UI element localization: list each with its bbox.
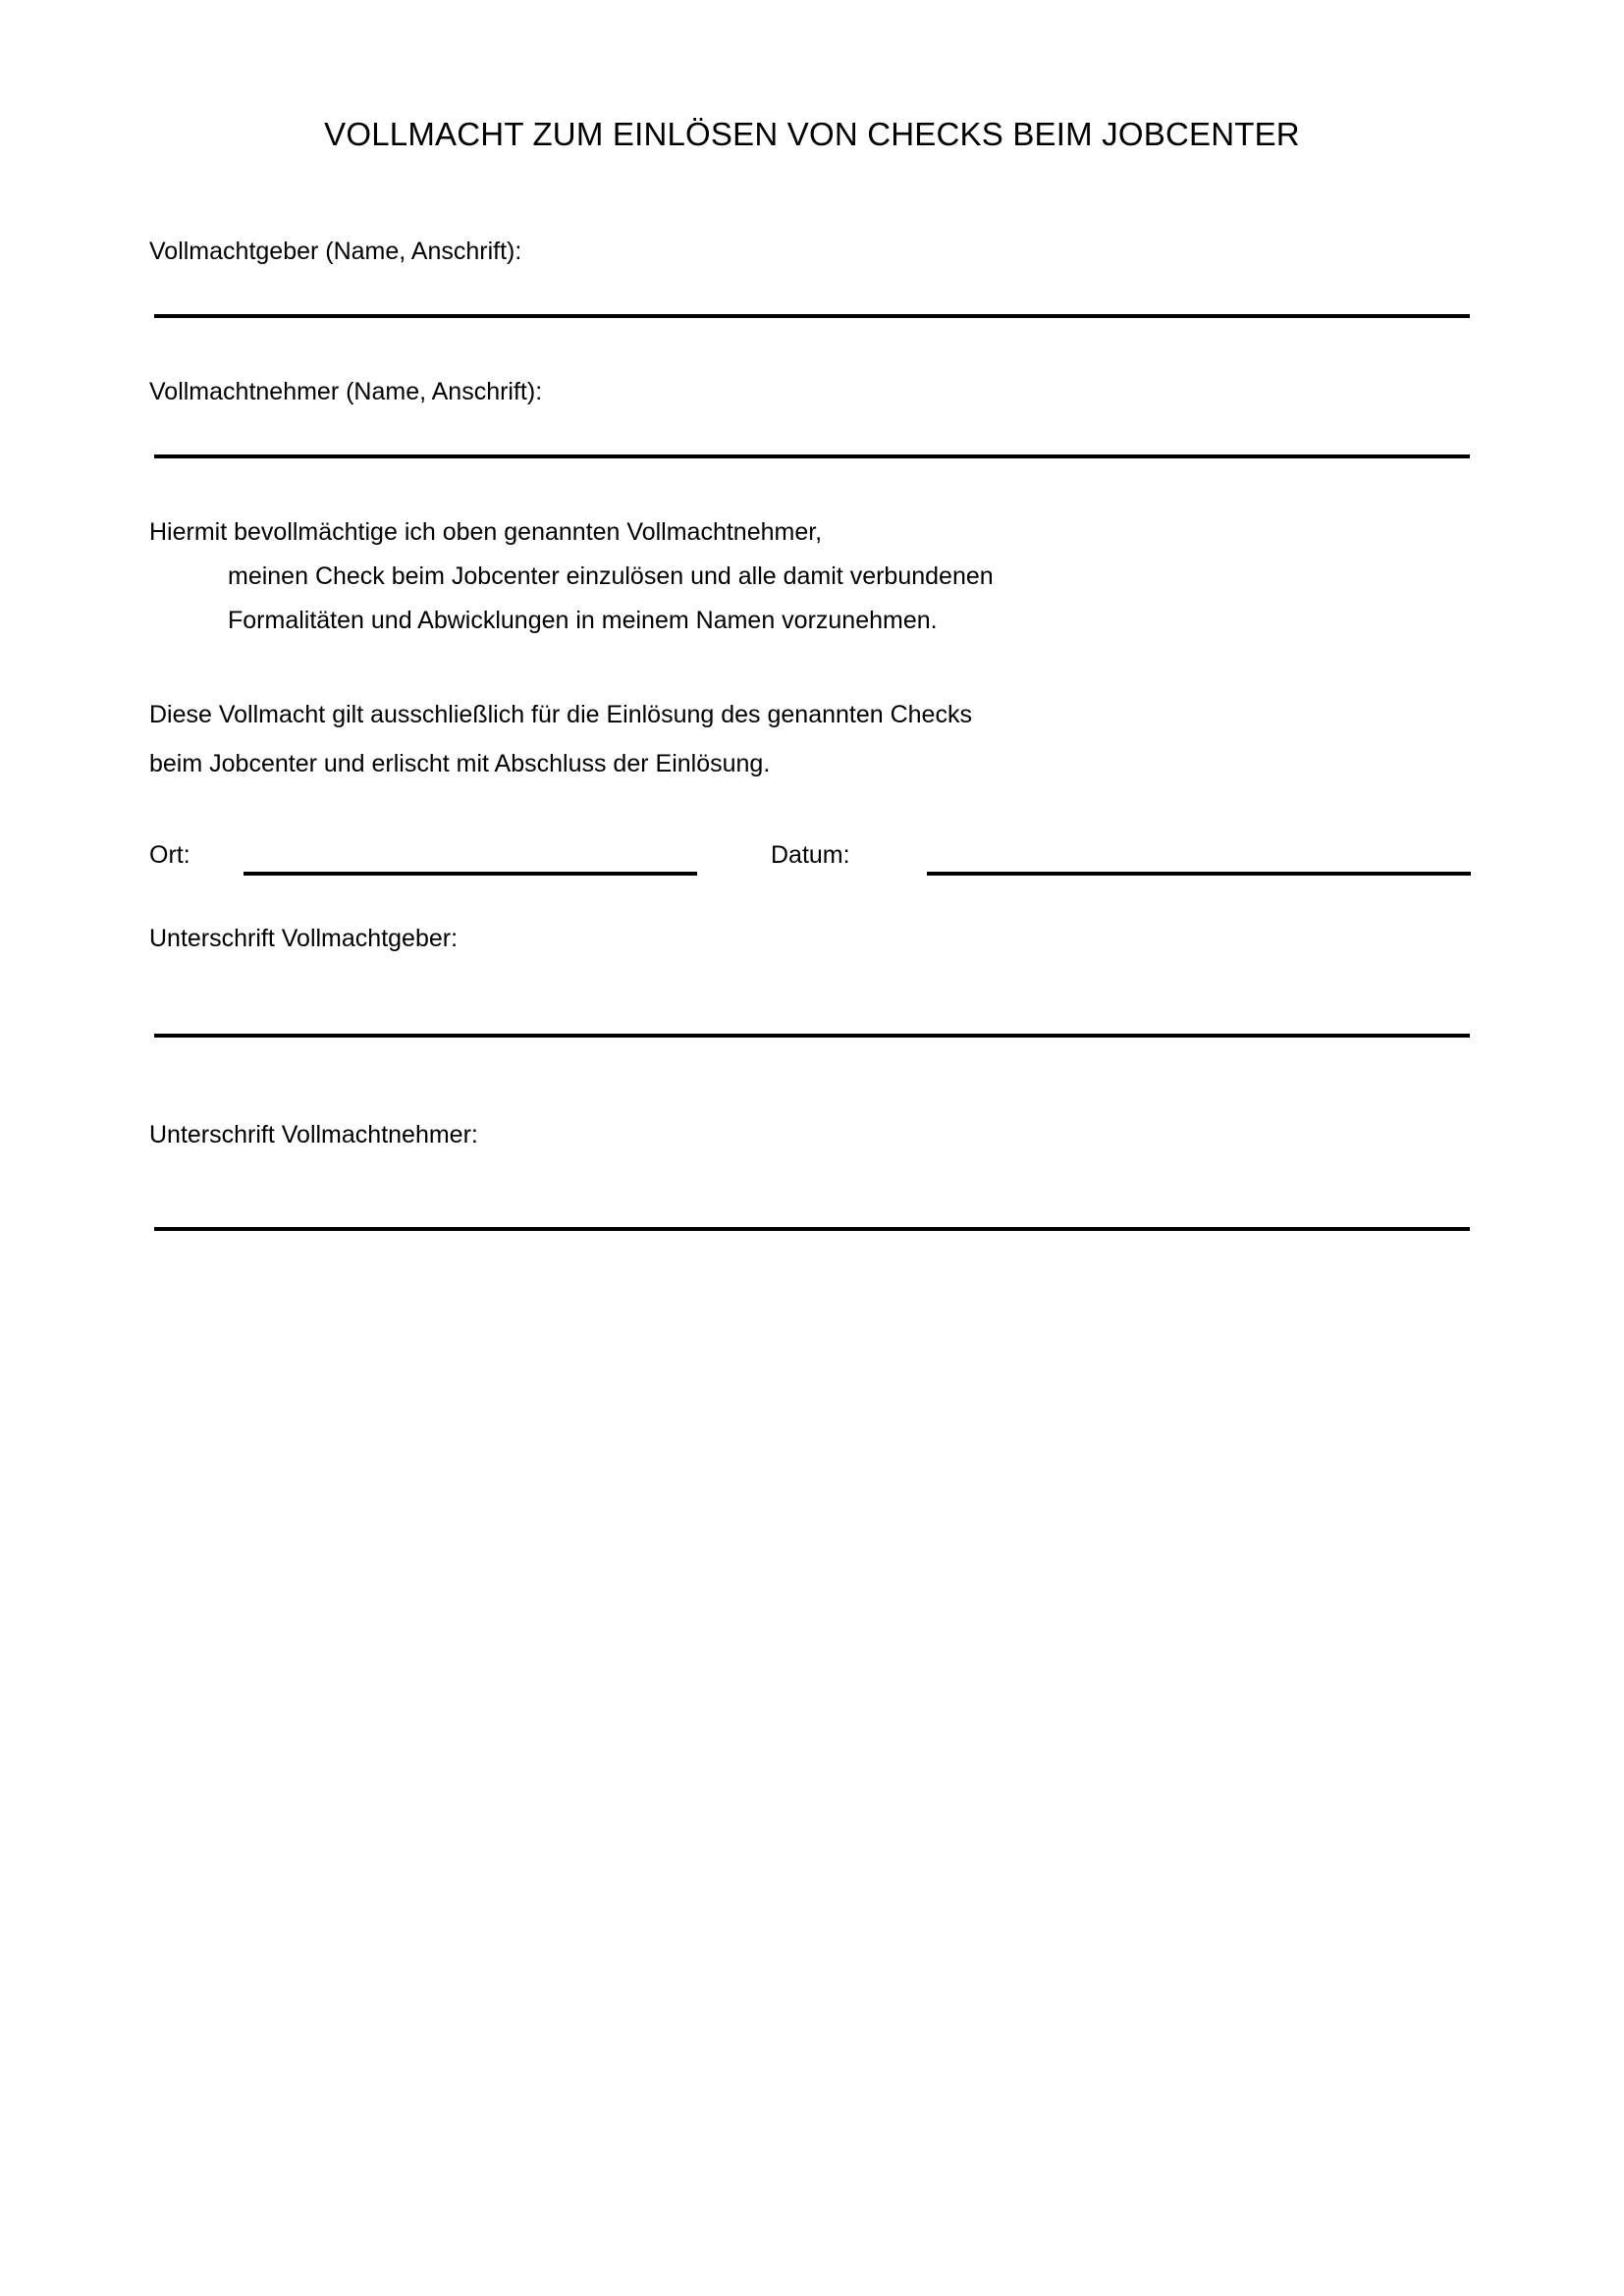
page-title: VOLLMACHT ZUM EINLÖSEN VON CHECKS BEIM JOBCENTER: [324, 116, 1300, 152]
date-input-rule[interactable]: [927, 872, 1471, 876]
grantor-field-label: Vollmachtgeber (Name, Anschrift):: [149, 238, 522, 265]
signature-grantee-label: Unterschrift Vollmachtnehmer:: [149, 1121, 478, 1148]
grantor-input-rule[interactable]: [154, 314, 1470, 318]
grantee-field-label: Vollmachtnehmer (Name, Anschrift):: [149, 378, 543, 405]
date-field-label: Datum:: [771, 841, 850, 869]
body-paragraph2-line1: Diese Vollmacht gilt ausschließlich für die Einlösung des genannten Checks: [149, 701, 972, 728]
signature-grantee-rule[interactable]: [154, 1227, 1470, 1231]
signature-grantor-rule[interactable]: [154, 1034, 1470, 1038]
place-input-rule[interactable]: [244, 872, 697, 876]
body-paragraph1-line2: meinen Check beim Jobcenter einzulösen und alle damit verbundenen: [228, 562, 994, 590]
signature-grantor-label: Unterschrift Vollmachtgeber:: [149, 925, 459, 952]
body-paragraph1-line3: Formalitäten und Abwicklungen in meinem Namen vorzunehmen.: [228, 607, 938, 634]
body-paragraph2-line2: beim Jobcenter und erlischt mit Abschluss der Einlösung.: [149, 750, 771, 777]
body-paragraph1-line1: Hiermit bevollmächtige ich oben genannten Vollmachtnehmer,: [149, 518, 823, 546]
place-field-label: Ort:: [149, 841, 190, 869]
grantee-input-rule[interactable]: [154, 454, 1470, 458]
